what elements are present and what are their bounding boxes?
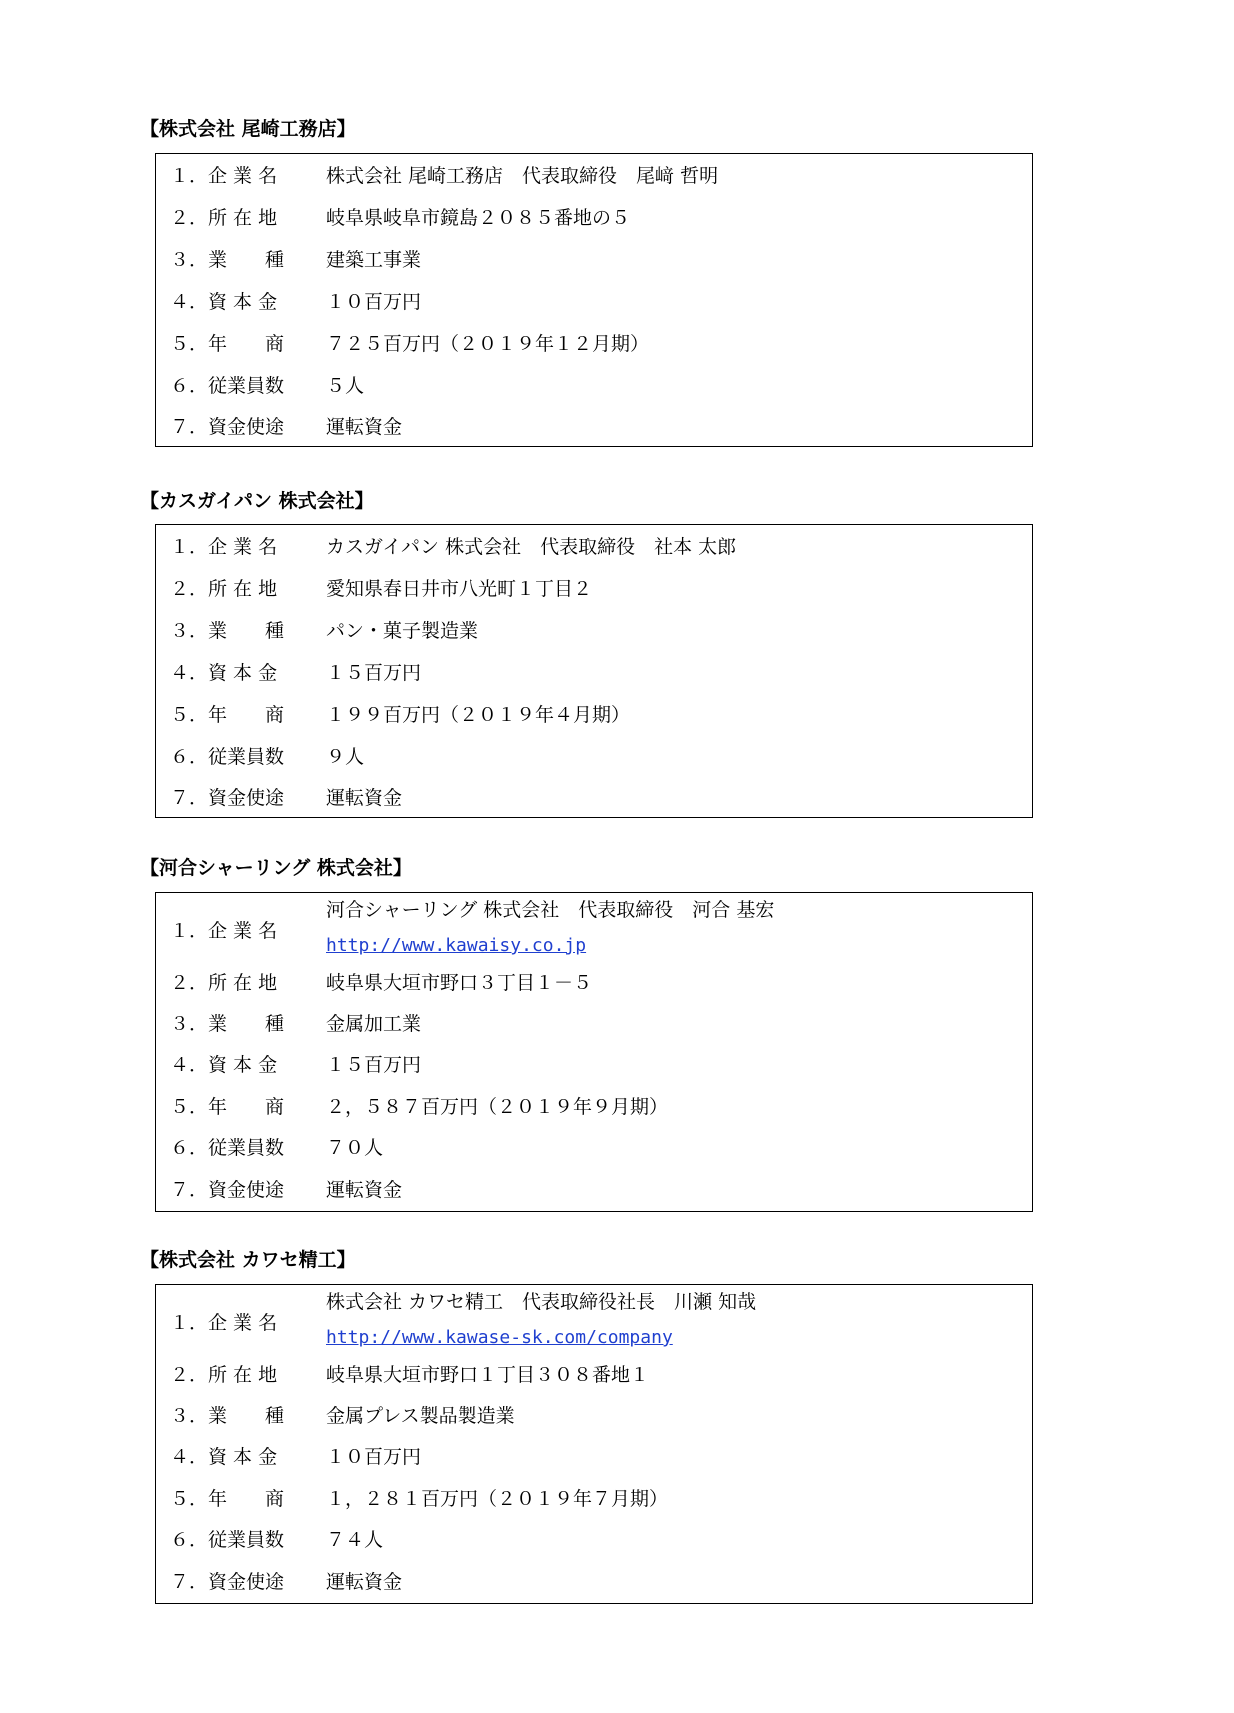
- row-label: ３．業 種: [170, 1013, 285, 1035]
- row-value: １０百万円: [326, 1446, 422, 1468]
- row-value: パン・菓子製造業: [326, 620, 479, 642]
- row-value: ７０人: [326, 1137, 384, 1159]
- info-row: [156, 1401, 1032, 1431]
- info-row: [156, 895, 1032, 967]
- info-row: [156, 1287, 1032, 1359]
- row-label: ５．年 商: [170, 333, 285, 355]
- row-value: 運転資金: [326, 416, 403, 438]
- info-row: [156, 1133, 1032, 1163]
- row-value: 運転資金: [326, 1571, 403, 1593]
- row-label: ６．従業員数: [170, 1137, 285, 1159]
- row-label: ５．年 商: [170, 1488, 285, 1510]
- section-heading: 【株式会社 尾崎工務店】: [140, 118, 356, 140]
- info-row: [156, 700, 1032, 730]
- row-value: １５百万円: [326, 662, 422, 684]
- info-row: [156, 1484, 1032, 1514]
- row-label: ７．資金使途: [170, 416, 285, 438]
- company-info-box: [155, 153, 1033, 447]
- info-row: [156, 1567, 1032, 1597]
- row-label: ６．従業員数: [170, 1529, 285, 1551]
- info-row: [156, 245, 1032, 275]
- row-label: ２．所 在 地: [170, 207, 278, 229]
- row-label: １．企 業 名: [170, 1312, 278, 1334]
- info-row: [156, 412, 1032, 442]
- row-value: ５人: [326, 375, 365, 397]
- row-label: ４．資 本 金: [170, 1054, 278, 1076]
- row-label: ２．所 在 地: [170, 972, 278, 994]
- row-value: １，２８１百万円（２０１９年７月期）: [326, 1488, 669, 1510]
- row-value: 運転資金: [326, 787, 403, 809]
- row-label: ４．資 本 金: [170, 662, 278, 684]
- row-value: ２，５８７百万円（２０１９年９月期）: [326, 1096, 669, 1118]
- row-label: ６．従業員数: [170, 375, 285, 397]
- row-label: ５．年 商: [170, 704, 285, 726]
- row-value: 岐阜県大垣市野口３丁目１－５: [326, 972, 593, 994]
- company-website-link[interactable]: http://www.kawase-sk.com/company: [326, 1327, 673, 1348]
- info-row: [156, 1009, 1032, 1039]
- info-row: [156, 616, 1032, 646]
- row-value: 株式会社 カワセ精工 代表取締役社長 川瀬 知哉: [326, 1291, 757, 1313]
- info-row: [156, 658, 1032, 688]
- row-label: ７．資金使途: [170, 787, 285, 809]
- row-label: ４．資 本 金: [170, 1446, 278, 1468]
- row-value: １９９百万円（２０１９年４月期）: [326, 704, 631, 726]
- row-label: １．企 業 名: [170, 536, 278, 558]
- info-row: [156, 1175, 1032, 1205]
- info-row: [156, 203, 1032, 233]
- row-value: 建築工事業: [326, 249, 422, 271]
- row-value: 運転資金: [326, 1179, 403, 1201]
- row-label: ７．資金使途: [170, 1571, 285, 1593]
- row-value: ７２５百万円（２０１９年１２月期）: [326, 333, 650, 355]
- row-value: ７４人: [326, 1529, 384, 1551]
- row-label: １．企 業 名: [170, 165, 278, 187]
- info-row: [156, 1092, 1032, 1122]
- info-row: [156, 574, 1032, 604]
- info-row: [156, 532, 1032, 562]
- row-label: ３．業 種: [170, 249, 285, 271]
- row-label: ３．業 種: [170, 620, 285, 642]
- company-info-box: [155, 892, 1033, 1212]
- info-row: [156, 783, 1032, 813]
- info-row: [156, 1360, 1032, 1390]
- info-row: [156, 742, 1032, 772]
- row-value: 愛知県春日井市八光町１丁目２: [326, 578, 593, 600]
- company-website-link[interactable]: http://www.kawaisy.co.jp: [326, 935, 587, 956]
- row-value: 岐阜県大垣市野口１丁目３０８番地１: [326, 1364, 650, 1386]
- section-heading: 【株式会社 カワセ精工】: [140, 1249, 356, 1271]
- info-row: [156, 287, 1032, 317]
- row-label: ３．業 種: [170, 1405, 285, 1427]
- row-value: １０百万円: [326, 291, 422, 313]
- row-value: 金属プレス製品製造業: [326, 1405, 515, 1427]
- info-row: [156, 968, 1032, 998]
- row-label: ５．年 商: [170, 1096, 285, 1118]
- section-heading: 【河合シャーリング 株式会社】: [140, 857, 412, 879]
- info-row: [156, 371, 1032, 401]
- row-label: ２．所 在 地: [170, 578, 278, 600]
- info-row: [156, 1442, 1032, 1472]
- company-info-box: [155, 524, 1033, 818]
- info-row: [156, 1525, 1032, 1555]
- row-value: 金属加工業: [326, 1013, 422, 1035]
- row-label: ４．資 本 金: [170, 291, 278, 313]
- info-row: [156, 161, 1032, 191]
- row-label: １．企 業 名: [170, 920, 278, 942]
- info-row: [156, 1050, 1032, 1080]
- info-row: [156, 329, 1032, 359]
- row-value: 河合シャーリング 株式会社 代表取締役 河合 基宏: [326, 899, 775, 921]
- row-value: 株式会社 尾崎工務店 代表取締役 尾﨑 哲明: [326, 165, 719, 187]
- row-value: ９人: [326, 746, 365, 768]
- row-label: ６．従業員数: [170, 746, 285, 768]
- row-label: ７．資金使途: [170, 1179, 285, 1201]
- row-value: １５百万円: [326, 1054, 422, 1076]
- row-value: カスガイパン 株式会社 代表取締役 社本 太郎: [326, 536, 737, 558]
- company-info-box: [155, 1284, 1033, 1604]
- row-value: 岐阜県岐阜市鏡島２０８５番地の５: [326, 207, 631, 229]
- row-label: ２．所 在 地: [170, 1364, 278, 1386]
- section-heading: 【カスガイパン 株式会社】: [140, 490, 374, 512]
